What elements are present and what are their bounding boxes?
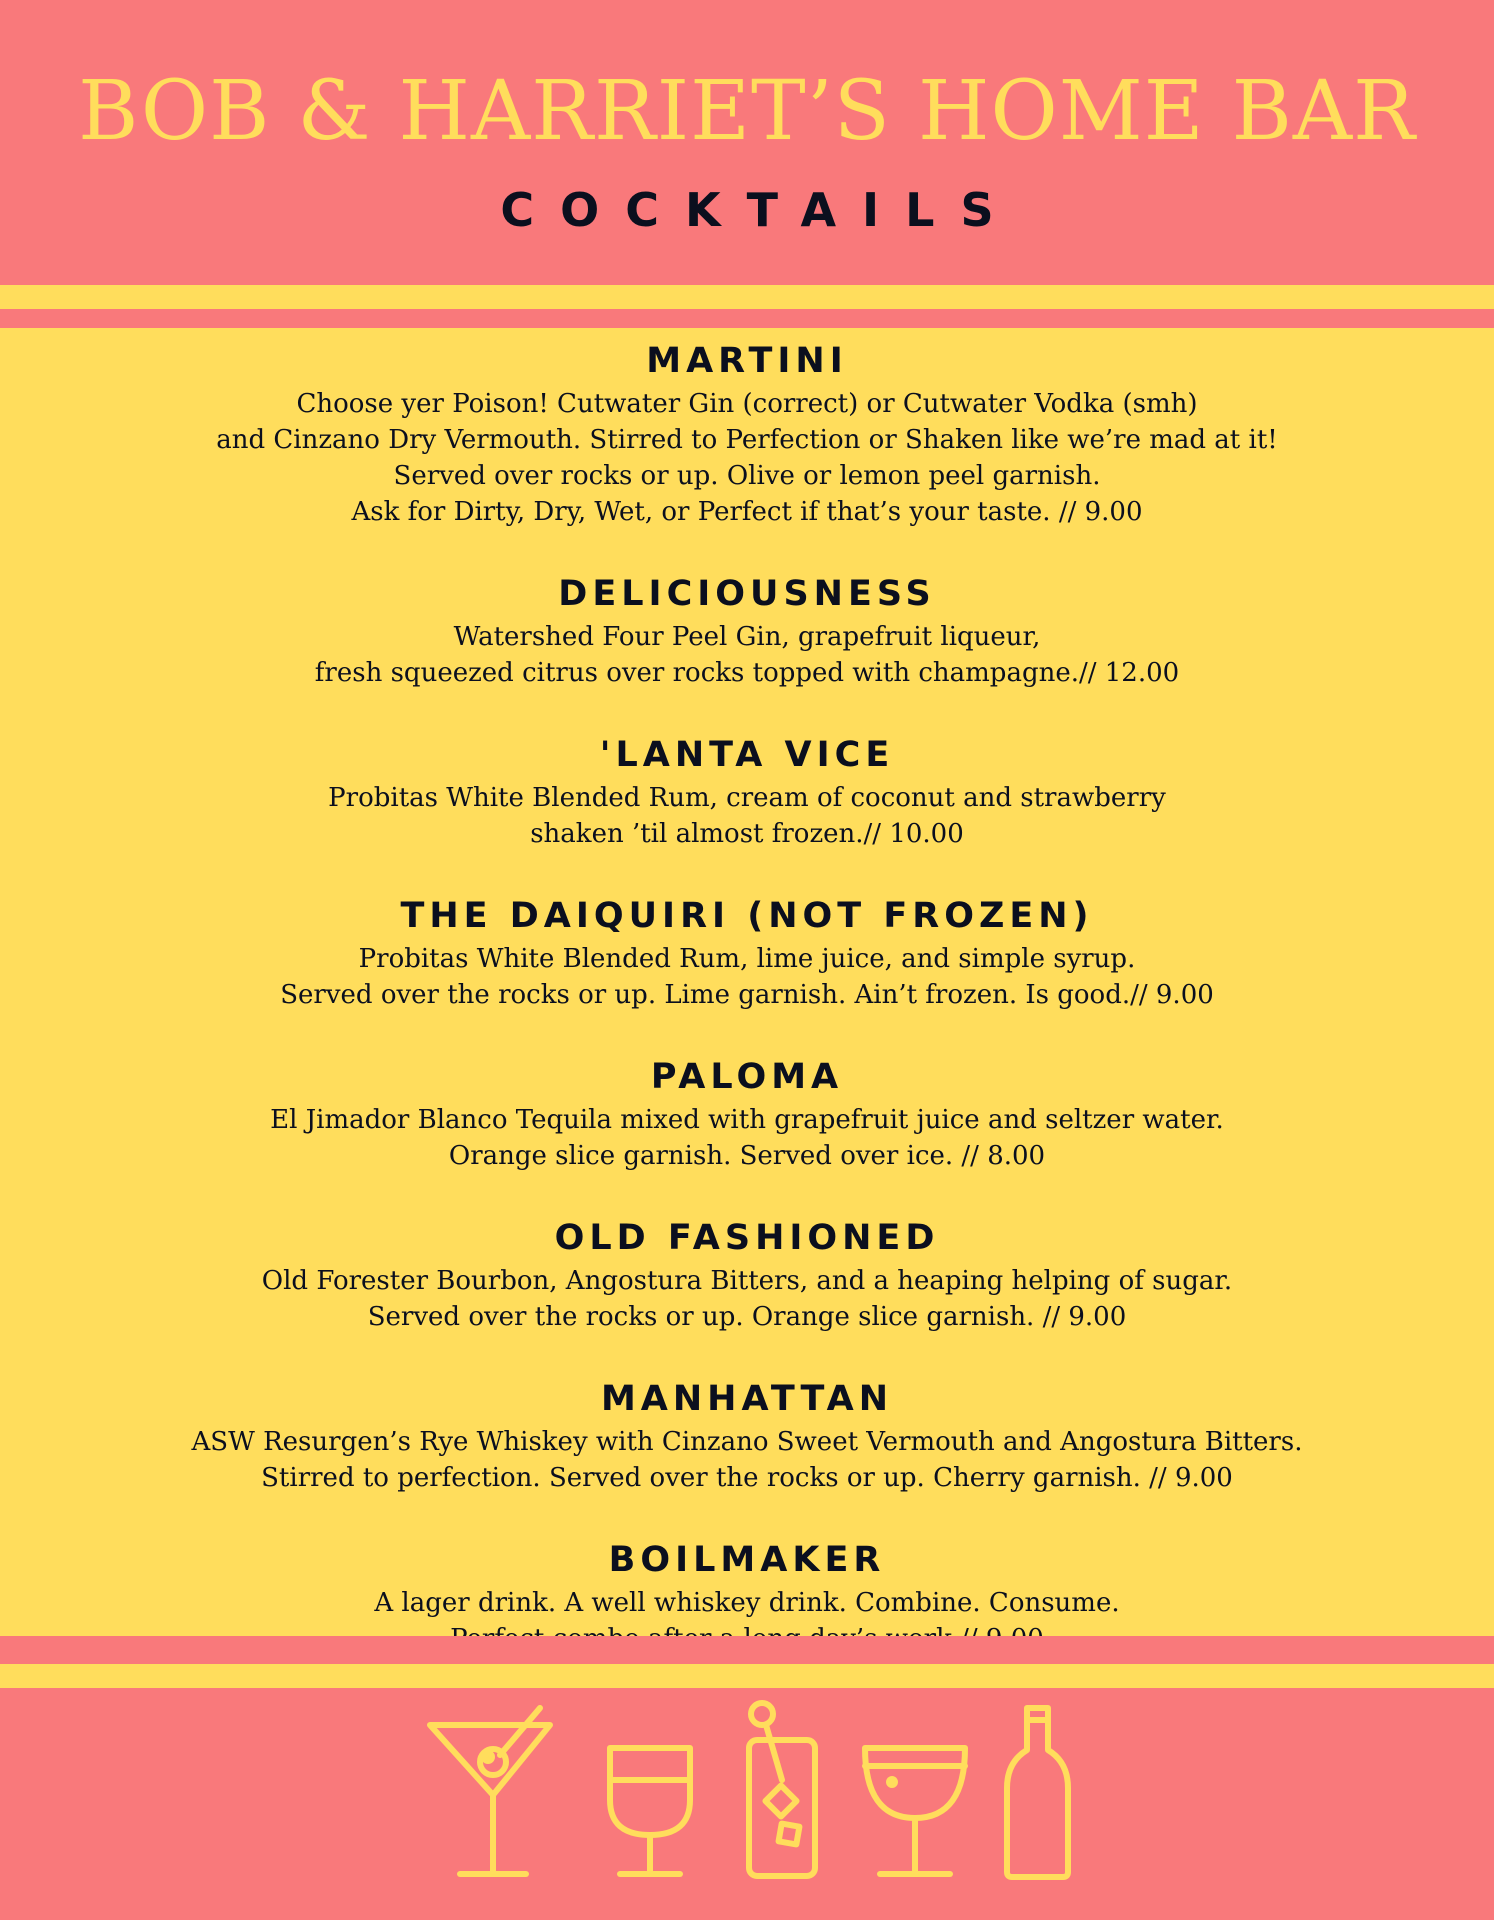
- footer-icons: [420, 1700, 1080, 1900]
- item-description-line: shaken ’til almost frozen.// 10.00: [530, 819, 964, 849]
- menu-item-lanta-vice: [0, 734, 1494, 852]
- wine-glass-icon: [605, 1700, 695, 1880]
- item-name: THE DAIQUIRI (NOT FROZEN): [400, 896, 1094, 936]
- menu-item-paloma: [0, 1056, 1494, 1174]
- item-description-line: Probitas White Blended Rum, lime juice, and simple syrup.: [358, 944, 1136, 974]
- item-description-line: Probitas White Blended Rum, cream of coconut and strawberry: [328, 783, 1166, 813]
- item-description-line: Served over the rocks or up. Orange slice garnish. // 9.00: [367, 1302, 1127, 1332]
- item-description-line: Served over the rocks or up. Lime garnish. Ain’t frozen. Is good.// 9.00: [280, 980, 1214, 1010]
- item-name: OLD FASHIONED: [554, 1218, 940, 1258]
- menu-item-manhattan: [0, 1378, 1494, 1496]
- header-stripe: [0, 309, 1494, 328]
- menu-item-martini: [0, 340, 1494, 530]
- menu-item-old-fashioned: [0, 1217, 1494, 1335]
- item-name: MANHATTAN: [600, 1379, 894, 1419]
- menu-item-deliciousness: [0, 573, 1494, 691]
- item-description-line: Orange slice garnish. Served over ice. // 8.00: [448, 1141, 1046, 1171]
- item-description-line: El Jimador Blanco Tequila mixed with grapefruit juice and seltzer water.: [270, 1105, 1224, 1135]
- bar-title: BOB & HARRIET’S HOME BAR: [78, 64, 1416, 159]
- item-description-line: Choose yer Poison! Cutwater Gin (correct) or Cutwater Vodka (smh): [296, 389, 1198, 419]
- item-name: BOILMAKER: [608, 1540, 886, 1580]
- item-description-line: ASW Resurgen’s Rye Whiskey with Cinzano Sweet Vermouth and Angostura Bitters.: [191, 1427, 1303, 1457]
- item-name: MARTINI: [646, 341, 848, 381]
- bottle-icon: [1000, 1700, 1075, 1880]
- item-description-line: A lager drink. A well whiskey drink. Combine. Consume.: [374, 1588, 1120, 1618]
- coupe-glass-icon: [860, 1700, 970, 1880]
- item-description-line: Stirred to perfection. Served over the rocks or up. Cherry garnish. // 9.00: [261, 1463, 1233, 1493]
- item-name: 'LANTA VICE: [599, 735, 895, 775]
- header-band: [0, 0, 1494, 285]
- item-description-line: Served over rocks or up. Olive or lemon peel garnish.: [393, 461, 1101, 491]
- footer-stripe: [0, 1636, 1494, 1664]
- item-description-line: Old Forester Bourbon, Angostura Bitters, and a heaping helping of sugar.: [261, 1266, 1233, 1296]
- menu-item-daiquiri: [0, 895, 1494, 1013]
- item-description-line: fresh squeezed citrus over rocks topped with champagne.// 12.00: [314, 658, 1180, 688]
- martini-glass-icon: [425, 1700, 560, 1880]
- cocktail-menu: [0, 340, 1494, 1700]
- menu-subtitle: COCKTAILS: [500, 183, 1020, 237]
- item-name: DELICIOUSNESS: [558, 574, 936, 614]
- item-description-line: Ask for Dirty, Dry, Wet, or Perfect if that’s your taste. // 9.00: [351, 497, 1143, 527]
- highball-glass-icon: [742, 1700, 822, 1880]
- item-description-line: Watershed Four Peel Gin, grapefruit liqueur,: [453, 622, 1041, 652]
- item-description-line: and Cinzano Dry Vermouth. Stirred to Perfection or Shaken like we’re mad at it!: [216, 425, 1278, 455]
- item-name: PALOMA: [650, 1057, 844, 1097]
